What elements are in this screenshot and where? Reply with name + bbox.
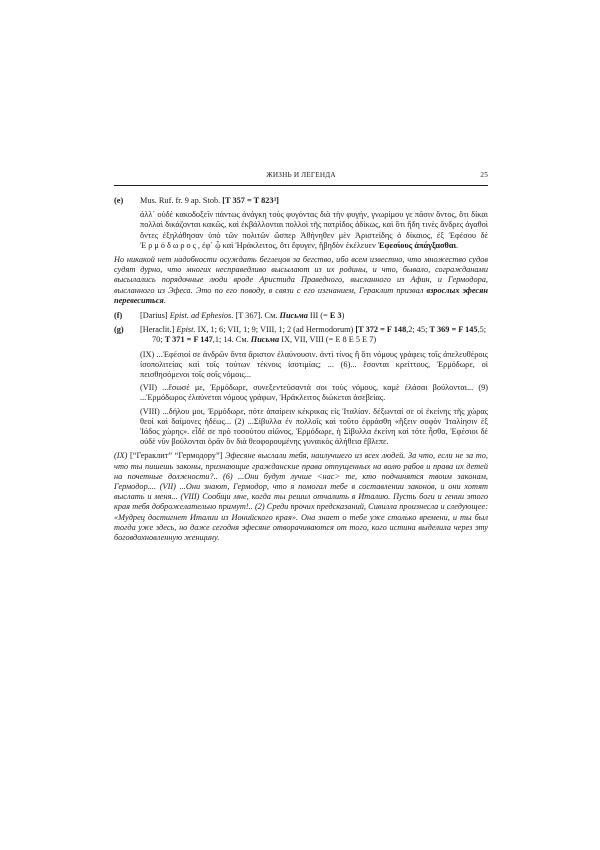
greek-letter-vii: (VII) ...ἔσωσέ με, Ἑρμόδωρε, συνεξεντεύσαντά σοι τοὺς νόμους, καμὲ ἐλάσαι βούλονται... (9) ...Ἑρμόδωρος ἐλαύνεται νόμους γράφων, Ἡράκλειτος διώκεται ἀσεβείας. (140, 383, 488, 403)
running-title: ЖИЗНЬ И ЛЕГЕНДА (266, 171, 336, 179)
entry-source: [Darius] Epist. ad Ephesios. [T 367]. См. Письма III (= E 3) (140, 311, 345, 321)
entry-label: (f) (114, 311, 123, 321)
page-content (114, 196, 488, 548)
greek-quotation-g (140, 350, 488, 448)
entry-source: [Heraclit.] Epist. IX, 1; 6; VII, 1; 9; VIII, 1; 2 (ad Hermodorum) [T 372 = F 148,2; 45; T 369 = F 145,5; 70; T 371 = F 147,1; 14. См. Письма IX, VII, VIII (= E 8 E 5 E 7) (140, 325, 487, 345)
testimony-ref: [T 357 = T 823³] (222, 196, 279, 205)
header-rule (114, 185, 488, 186)
hermodorus-name: Ἑρμόδωρος (140, 240, 198, 250)
russian-translation-e: Но никакой нет надобности осуждать беглецов за бегство, ибо всем известно, что множество судов судят дурно, что многих несправедливо высылают из их родины, и что, бывало, согражданами высылались порядочные люди вроде Аристида Праведного, высланного из Афин, и Гермодора, высланного из Эфеса. Это по его поводу, в связи с его изгнанием, Гераклит призвал взрослых эфесян перевеситься. (114, 255, 488, 305)
russian-translation-g: (IX) [“Гераклит” “Гермодору”] Эфесяне выслали тебя, наилучшего из всех людей. За что, если не за то, что ты пишешь законы, признающие гражданские права отпущенных на волю рабов и права их детей на почетные должности?.. (6) ...Они будут лучше <нас> те, кто подчинятся твоим законам, Гермодор.... (VII) ...Они знают, Гермодор, что я помогал тебе в составлении законов, и они хотят выслать и меня... (VIII) Сообщи мне, когда ты решил отчалить в Италию. Пусть боги и гении этого края тебя доброжелательно примут!.. (2) Среди прочих предсказаний, Сивилла произнесла и следующее: «Мудрец достигнет Италии из Ионийского края». Она знает о тебе уже столько времени, и ты был тогда уже здесь, но даже сегодня эфесяне отворачиваются от того, кого истина выделила через эту боговдохновленную женщину. (114, 451, 488, 543)
greek-quotation-e: ἀλλ᾽ οὐδὲ κακοδοξεῖν πάντως ἀνάγκη τοὺς φυγόντας διὰ τὴν φυγήν, γνωρίμου γε πᾶσιν ὄντος, ὅτι δίκαι πολλαὶ δικάζονται κακῶς, καὶ ἐκβάλλονται πολλοὶ τῆς πατρίδος ἀδίκως, καὶ ὅτι ἤδη τινὲς ἄνδρες ἀγαθοὶ ὄντες ἐξηλάθησαν ὑπὸ τῶν πολιτῶν ὥσπερ Ἀθήνηθεν μὲν Ἀριστείδης ὁ δίκαιος, ἐξ Ἐφέσου δὲ Ἑρμόδωρος, ἐφ᾽ ᾧ καὶ Ἡράκλειτος, ὅτι ἔφυγεν, ἥβηδὸν ἐκέλευεν Ἐφεσίους ἀπάγξασθαι. (140, 210, 488, 250)
entry-f (114, 311, 488, 321)
page-number: 25 (480, 171, 488, 179)
greek-bold-phrase: Ἐφεσίους ἀπάγξασθαι (377, 240, 457, 250)
greek-letter-viii: (VIII) ...δήλου μοι, Ἑρμόδωρε, πότε ἀπαίρειν κέκρικας εἰς Ἰταλίαν. δέξωνταί σε οἱ ἐκείνης τῆς χώρας θεοὶ καὶ δαίμονες ἡδέως... (2) ...Σίβυλλα ἐν πολλοῖς καὶ τοῦτο ἐφράσθη «ἥξειν σοφὸν Ἰταλίησιν ἐξ Ἰάδος χώρης». εἶδέ σε πρὸ τοσούτου αἰῶνος, Ἑρμόδωρε, ἡ Σίβυλλα ἐκείνη καὶ τότε ἦσθα, Ἐφέσιοι δὲ οὐδὲ νῦν βούλονται ὁρᾶν ὃν διὰ θεοφορουμένης γυναικὸς ἀλήθεια ἔβλεπε. (140, 406, 488, 447)
entry-source: Mus. Ruf. fr. 9 ap. Stob. [T 357 = T 823³] (140, 196, 279, 205)
entry-label: (g) (114, 325, 124, 335)
entry-g-heading (114, 325, 488, 345)
russian-bold-phrase: взрослых эфесян перевеситься (114, 285, 488, 305)
entry-e-heading (114, 196, 488, 206)
greek-letter-ix: (IX) ...Ἐφέσιοί σε ἀνδρῶν ὄντα ἄριστον ἐλαύνουσιν. ἀντὶ τίνος ἢ ὅτι νόμους γράφεις τοῖς ἀπελευθέροις ἰσοπολιτείας καὶ τοῖς τούτων τέκνοις ἰσοτιμίας; ... (6)... ἔσονται κρείττους, Ἑρμόδωρε, οἱ πεισθησόμενοι τοῖς σοῖς νόμοις... (140, 349, 488, 380)
entry-label: (e) (114, 196, 124, 205)
